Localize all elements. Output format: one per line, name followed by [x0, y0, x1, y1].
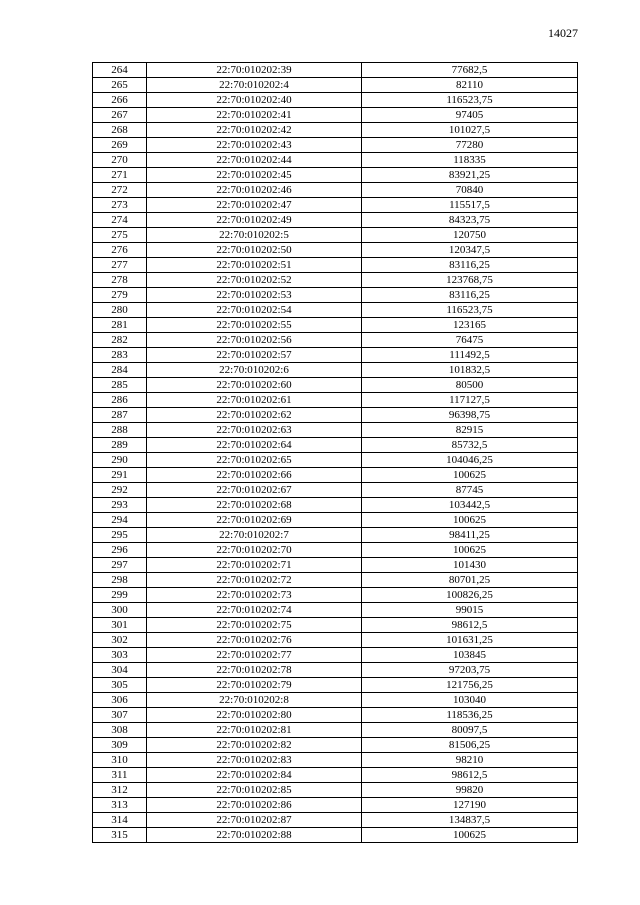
cadastral-number-cell: 22:70:010202:78 [147, 663, 362, 678]
cadastral-value-cell: 100625 [362, 513, 578, 528]
cadastral-value-cell: 116523,75 [362, 303, 578, 318]
cadastral-value-cell: 76475 [362, 333, 578, 348]
row-number-cell: 304 [93, 663, 147, 678]
cadastral-value-cell: 85732,5 [362, 438, 578, 453]
row-number-cell: 277 [93, 258, 147, 273]
table-row [93, 693, 578, 708]
cadastral-number-cell: 22:70:010202:67 [147, 483, 362, 498]
cadastral-number-cell: 22:70:010202:43 [147, 138, 362, 153]
cadastral-number-cell: 22:70:010202:63 [147, 423, 362, 438]
cadastral-value-cell: 82915 [362, 423, 578, 438]
cadastral-number-cell: 22:70:010202:44 [147, 153, 362, 168]
row-number-cell: 267 [93, 108, 147, 123]
cadastral-value-cell: 118335 [362, 153, 578, 168]
row-number-cell: 292 [93, 483, 147, 498]
cadastral-value-cell: 115517,5 [362, 198, 578, 213]
table-row [93, 618, 578, 633]
cadastral-value-cell: 83116,25 [362, 258, 578, 273]
cadastral-number-cell: 22:70:010202:66 [147, 468, 362, 483]
cadastral-number-cell: 22:70:010202:54 [147, 303, 362, 318]
row-number-cell: 314 [93, 813, 147, 828]
table-row [93, 153, 578, 168]
table-row [93, 63, 578, 78]
row-number-cell: 294 [93, 513, 147, 528]
table-row [93, 168, 578, 183]
table-row [93, 678, 578, 693]
cadastral-number-cell: 22:70:010202:47 [147, 198, 362, 213]
row-number-cell: 301 [93, 618, 147, 633]
table-row [93, 198, 578, 213]
cadastral-number-cell: 22:70:010202:73 [147, 588, 362, 603]
table-row [93, 438, 578, 453]
cadastral-number-cell: 22:70:010202:6 [147, 363, 362, 378]
cadastral-number-cell: 22:70:010202:82 [147, 738, 362, 753]
cadastral-number-cell: 22:70:010202:60 [147, 378, 362, 393]
table-row [93, 573, 578, 588]
cadastral-value-cell: 77280 [362, 138, 578, 153]
cadastral-number-cell: 22:70:010202:5 [147, 228, 362, 243]
row-number-cell: 285 [93, 378, 147, 393]
row-number-cell: 281 [93, 318, 147, 333]
row-number-cell: 279 [93, 288, 147, 303]
table-row [93, 243, 578, 258]
row-number-cell: 275 [93, 228, 147, 243]
cadastral-value-cell: 77682,5 [362, 63, 578, 78]
row-number-cell: 311 [93, 768, 147, 783]
cadastral-number-cell: 22:70:010202:83 [147, 753, 362, 768]
cadastral-value-cell: 120347,5 [362, 243, 578, 258]
table-row [93, 348, 578, 363]
table-row [93, 753, 578, 768]
cadastral-value-cell: 123165 [362, 318, 578, 333]
row-number-cell: 266 [93, 93, 147, 108]
table-row [93, 123, 578, 138]
row-number-cell: 272 [93, 183, 147, 198]
cadastral-value-cell: 101832,5 [362, 363, 578, 378]
row-number-cell: 268 [93, 123, 147, 138]
cadastral-number-cell: 22:70:010202:55 [147, 318, 362, 333]
row-number-cell: 300 [93, 603, 147, 618]
row-number-cell: 290 [93, 453, 147, 468]
table-row [93, 378, 578, 393]
cadastral-number-cell: 22:70:010202:84 [147, 768, 362, 783]
row-number-cell: 298 [93, 573, 147, 588]
cadastral-value-cell: 100625 [362, 828, 578, 843]
cadastral-value-cell: 101430 [362, 558, 578, 573]
table-row [93, 558, 578, 573]
cadastral-value-cell: 98612,5 [362, 768, 578, 783]
row-number-cell: 271 [93, 168, 147, 183]
row-number-cell: 270 [93, 153, 147, 168]
table-row [93, 708, 578, 723]
cadastral-number-cell: 22:70:010202:65 [147, 453, 362, 468]
table-row [93, 603, 578, 618]
row-number-cell: 288 [93, 423, 147, 438]
cadastral-value-cell: 80701,25 [362, 573, 578, 588]
cadastral-value-cell: 97405 [362, 108, 578, 123]
table-row [93, 528, 578, 543]
table-row [93, 798, 578, 813]
table-row [93, 468, 578, 483]
table-row [93, 783, 578, 798]
table-row [93, 648, 578, 663]
cadastral-value-cell: 100625 [362, 543, 578, 558]
cadastral-number-cell: 22:70:010202:7 [147, 528, 362, 543]
row-number-cell: 307 [93, 708, 147, 723]
cadastral-value-cell: 97203,75 [362, 663, 578, 678]
row-number-cell: 282 [93, 333, 147, 348]
row-number-cell: 299 [93, 588, 147, 603]
cadastral-number-cell: 22:70:010202:87 [147, 813, 362, 828]
table-row [93, 363, 578, 378]
table-row [93, 453, 578, 468]
cadastral-value-cell: 121756,25 [362, 678, 578, 693]
cadastral-value-cell: 103442,5 [362, 498, 578, 513]
row-number-cell: 287 [93, 408, 147, 423]
cadastral-value-cell: 82110 [362, 78, 578, 93]
cadastral-number-cell: 22:70:010202:75 [147, 618, 362, 633]
table-row [93, 258, 578, 273]
table-row [93, 183, 578, 198]
table-row [93, 663, 578, 678]
row-number-cell: 303 [93, 648, 147, 663]
cadastral-number-cell: 22:70:010202:53 [147, 288, 362, 303]
page-number: 14027 [548, 26, 578, 40]
cadastral-number-cell: 22:70:010202:68 [147, 498, 362, 513]
table-row [93, 408, 578, 423]
table-row [93, 633, 578, 648]
table-row [93, 288, 578, 303]
cadastral-value-cell: 84323,75 [362, 213, 578, 228]
cadastral-number-cell: 22:70:010202:74 [147, 603, 362, 618]
row-number-cell: 306 [93, 693, 147, 708]
table-row [93, 393, 578, 408]
cadastral-value-cell: 117127,5 [362, 393, 578, 408]
table-row [93, 828, 578, 843]
cadastral-value-cell: 127190 [362, 798, 578, 813]
cadastral-value-cell: 81506,25 [362, 738, 578, 753]
cadastral-number-cell: 22:70:010202:70 [147, 543, 362, 558]
row-number-cell: 302 [93, 633, 147, 648]
cadastral-number-cell: 22:70:010202:50 [147, 243, 362, 258]
row-number-cell: 273 [93, 198, 147, 213]
cadastral-value-cell: 116523,75 [362, 93, 578, 108]
cadastral-value-cell: 96398,75 [362, 408, 578, 423]
cadastral-value-cell: 104046,25 [362, 453, 578, 468]
row-number-cell: 308 [93, 723, 147, 738]
cadastral-number-cell: 22:70:010202:80 [147, 708, 362, 723]
row-number-cell: 289 [93, 438, 147, 453]
cadastral-number-cell: 22:70:010202:76 [147, 633, 362, 648]
row-number-cell: 293 [93, 498, 147, 513]
table-row [93, 813, 578, 828]
cadastral-number-cell: 22:70:010202:52 [147, 273, 362, 288]
cadastral-number-cell: 22:70:010202:61 [147, 393, 362, 408]
cadastral-number-cell: 22:70:010202:49 [147, 213, 362, 228]
cadastral-number-cell: 22:70:010202:51 [147, 258, 362, 273]
row-number-cell: 310 [93, 753, 147, 768]
table-row [93, 543, 578, 558]
table-row [93, 138, 578, 153]
cadastral-value-cell: 103845 [362, 648, 578, 663]
cadastral-number-cell: 22:70:010202:62 [147, 408, 362, 423]
row-number-cell: 284 [93, 363, 147, 378]
row-number-cell: 296 [93, 543, 147, 558]
cadastral-value-cell: 83116,25 [362, 288, 578, 303]
cadastral-value-cell: 100826,25 [362, 588, 578, 603]
cadastral-value-cell: 70840 [362, 183, 578, 198]
cadastral-number-cell: 22:70:010202:57 [147, 348, 362, 363]
cadastral-value-cell: 98210 [362, 753, 578, 768]
table-row [93, 333, 578, 348]
cadastral-number-cell: 22:70:010202:8 [147, 693, 362, 708]
table-row [93, 108, 578, 123]
cadastral-number-cell: 22:70:010202:4 [147, 78, 362, 93]
row-number-cell: 313 [93, 798, 147, 813]
cadastral-value-cell: 123768,75 [362, 273, 578, 288]
row-number-cell: 274 [93, 213, 147, 228]
row-number-cell: 297 [93, 558, 147, 573]
table-body [93, 63, 578, 843]
cadastral-value-cell: 111492,5 [362, 348, 578, 363]
cadastral-value-cell: 80097,5 [362, 723, 578, 738]
row-number-cell: 269 [93, 138, 147, 153]
cadastral-value-cell: 103040 [362, 693, 578, 708]
table-row [93, 78, 578, 93]
table-row [93, 588, 578, 603]
table-row [93, 513, 578, 528]
cadastral-number-cell: 22:70:010202:81 [147, 723, 362, 738]
cadastral-number-cell: 22:70:010202:39 [147, 63, 362, 78]
table-row [93, 318, 578, 333]
cadastral-number-cell: 22:70:010202:46 [147, 183, 362, 198]
cadastral-value-cell: 101027,5 [362, 123, 578, 138]
table-row [93, 303, 578, 318]
cadastral-number-cell: 22:70:010202:79 [147, 678, 362, 693]
table-row [93, 768, 578, 783]
row-number-cell: 280 [93, 303, 147, 318]
cadastral-value-cell: 87745 [362, 483, 578, 498]
cadastral-value-cell: 101631,25 [362, 633, 578, 648]
row-number-cell: 295 [93, 528, 147, 543]
cadastral-number-cell: 22:70:010202:86 [147, 798, 362, 813]
row-number-cell: 265 [93, 78, 147, 93]
cadastral-number-cell: 22:70:010202:56 [147, 333, 362, 348]
cadastral-number-cell: 22:70:010202:41 [147, 108, 362, 123]
table-row [93, 498, 578, 513]
row-number-cell: 264 [93, 63, 147, 78]
cadastral-value-table [92, 62, 578, 843]
cadastral-value-cell: 98411,25 [362, 528, 578, 543]
cadastral-value-cell: 120750 [362, 228, 578, 243]
table-row [93, 228, 578, 243]
row-number-cell: 305 [93, 678, 147, 693]
cadastral-number-cell: 22:70:010202:40 [147, 93, 362, 108]
table-row [93, 213, 578, 228]
cadastral-value-cell: 80500 [362, 378, 578, 393]
cadastral-number-cell: 22:70:010202:42 [147, 123, 362, 138]
row-number-cell: 291 [93, 468, 147, 483]
row-number-cell: 278 [93, 273, 147, 288]
row-number-cell: 309 [93, 738, 147, 753]
table-row [93, 738, 578, 753]
cadastral-value-cell: 98612,5 [362, 618, 578, 633]
table-row [93, 93, 578, 108]
cadastral-number-cell: 22:70:010202:71 [147, 558, 362, 573]
table-row [93, 273, 578, 288]
cadastral-value-cell: 100625 [362, 468, 578, 483]
cadastral-value-cell: 99820 [362, 783, 578, 798]
cadastral-number-cell: 22:70:010202:85 [147, 783, 362, 798]
cadastral-number-cell: 22:70:010202:64 [147, 438, 362, 453]
table-row [93, 723, 578, 738]
row-number-cell: 283 [93, 348, 147, 363]
cadastral-number-cell: 22:70:010202:88 [147, 828, 362, 843]
cadastral-number-cell: 22:70:010202:45 [147, 168, 362, 183]
table-row [93, 483, 578, 498]
table-row [93, 423, 578, 438]
cadastral-value-cell: 99015 [362, 603, 578, 618]
cadastral-value-cell: 118536,25 [362, 708, 578, 723]
row-number-cell: 276 [93, 243, 147, 258]
cadastral-value-cell: 134837,5 [362, 813, 578, 828]
cadastral-value-cell: 83921,25 [362, 168, 578, 183]
cadastral-number-cell: 22:70:010202:69 [147, 513, 362, 528]
row-number-cell: 286 [93, 393, 147, 408]
row-number-cell: 315 [93, 828, 147, 843]
cadastral-number-cell: 22:70:010202:77 [147, 648, 362, 663]
row-number-cell: 312 [93, 783, 147, 798]
cadastral-number-cell: 22:70:010202:72 [147, 573, 362, 588]
